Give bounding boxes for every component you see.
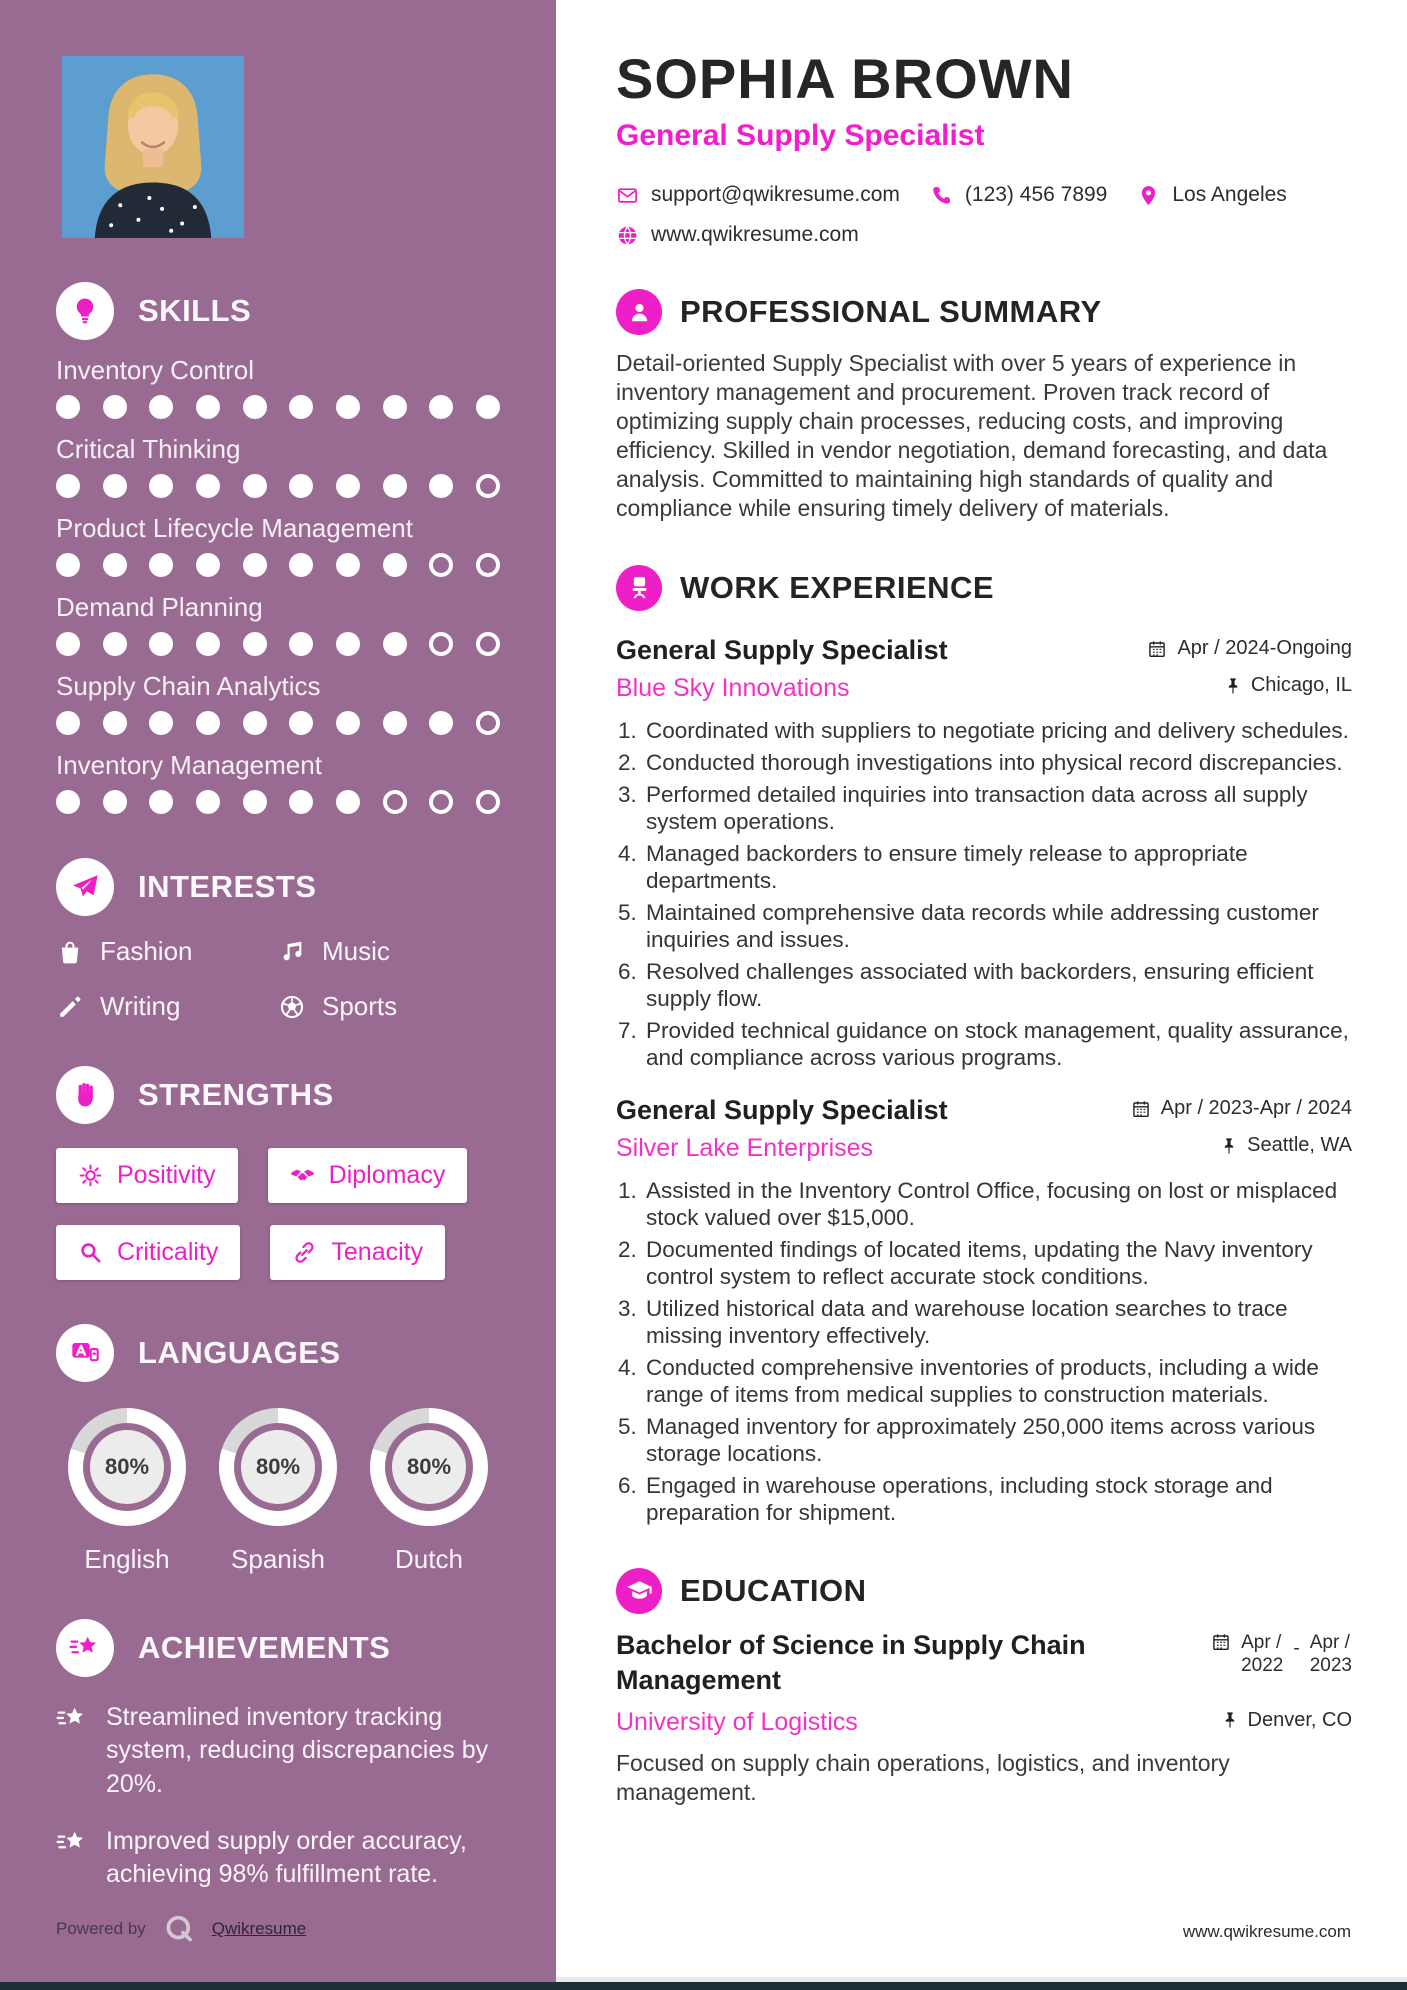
job-header bbox=[616, 635, 1352, 666]
job-subheader bbox=[616, 674, 1352, 703]
skill-label: Inventory Management bbox=[56, 750, 322, 780]
skill-dot bbox=[149, 790, 173, 814]
skill-dot bbox=[56, 632, 80, 656]
skill-dot bbox=[289, 395, 313, 419]
skill-dots bbox=[56, 553, 500, 577]
jobs-list bbox=[616, 635, 1352, 1526]
skill-label: Supply Chain Analytics bbox=[56, 671, 321, 701]
skill-dot bbox=[149, 711, 173, 735]
skill-dot bbox=[383, 711, 407, 735]
strengths-header bbox=[56, 1066, 500, 1124]
skill-item bbox=[56, 513, 500, 577]
skill-dot bbox=[196, 711, 220, 735]
skill-dot bbox=[383, 632, 407, 656]
calendar-icon bbox=[1147, 639, 1167, 659]
location-text: Los Angeles bbox=[1172, 183, 1287, 206]
strength-label: Tenacity bbox=[331, 1238, 424, 1266]
skill-dot bbox=[289, 632, 313, 656]
language-percent: 80% bbox=[104, 1454, 150, 1479]
education-header bbox=[616, 1568, 1352, 1614]
skill-dot bbox=[243, 553, 267, 577]
achievements-title: ACHIEVEMENTS bbox=[138, 1630, 391, 1665]
education-location-text: Denver, CO bbox=[1247, 1708, 1352, 1731]
profile-photo bbox=[62, 56, 244, 238]
skill-dot bbox=[243, 474, 267, 498]
achievements-list bbox=[56, 1701, 500, 1891]
strength-chip bbox=[56, 1148, 238, 1203]
skill-item bbox=[56, 750, 500, 814]
interest-item bbox=[56, 936, 278, 967]
skill-dot bbox=[336, 711, 360, 735]
phone-icon bbox=[930, 184, 953, 207]
soccer-ball-icon bbox=[278, 993, 306, 1021]
main-content bbox=[556, 0, 1407, 1990]
job-company: Silver Lake Enterprises bbox=[616, 1133, 874, 1162]
job-bullets bbox=[616, 717, 1352, 1071]
contact-row-primary bbox=[616, 183, 1352, 207]
strength-chip bbox=[268, 1148, 468, 1203]
skill-dot bbox=[336, 553, 360, 577]
sun-icon bbox=[78, 1163, 103, 1188]
skill-dot bbox=[429, 711, 453, 735]
skill-dot bbox=[243, 711, 267, 735]
interests-header bbox=[56, 858, 500, 916]
achievements-section bbox=[56, 1619, 500, 1891]
job-bullet: 5. Managed inventory for approximately 250,000 items across various storage locations. bbox=[643, 1413, 1352, 1467]
skill-dot bbox=[149, 474, 173, 498]
interest-label: Writing bbox=[100, 991, 181, 1021]
job-bullet: 1. Coordinated with suppliers to negotiate pricing and delivery schedules. bbox=[643, 717, 1352, 744]
skill-item bbox=[56, 434, 500, 498]
skills-title: SKILLS bbox=[138, 293, 252, 328]
education-date-separator: - bbox=[1293, 1637, 1300, 1659]
strength-label: Diplomacy bbox=[328, 1161, 446, 1189]
job-bullet: 4. Managed backorders to ensure timely release to appropriate departments. bbox=[643, 840, 1352, 894]
skill-dot bbox=[429, 632, 453, 656]
achievement-item bbox=[56, 1701, 500, 1801]
skill-dot bbox=[289, 474, 313, 498]
job-location bbox=[1219, 1134, 1352, 1157]
language-label: English bbox=[84, 1544, 170, 1574]
contact-phone bbox=[930, 183, 1107, 207]
donut-center bbox=[241, 1430, 315, 1504]
skill-dot bbox=[149, 553, 173, 577]
skill-dot bbox=[196, 474, 220, 498]
skill-dot bbox=[476, 632, 500, 656]
language-item bbox=[60, 1408, 194, 1575]
skill-dot bbox=[476, 711, 500, 735]
skills-list bbox=[56, 355, 500, 814]
job-bullet: 2. Documented findings of located items, updating the Navy inventory control system to reflect accurate stock conditions. bbox=[643, 1236, 1352, 1290]
magnifier-icon bbox=[78, 1240, 103, 1265]
interests-title: INTERESTS bbox=[138, 869, 317, 904]
qwikresume-logo-icon bbox=[162, 1912, 196, 1946]
powered-by-label: Powered by bbox=[56, 1919, 146, 1938]
skill-dot bbox=[103, 711, 127, 735]
skill-dot bbox=[56, 711, 80, 735]
translate-icon bbox=[56, 1324, 114, 1382]
interest-item bbox=[56, 991, 278, 1022]
skill-dot bbox=[103, 395, 127, 419]
interest-label: Fashion bbox=[100, 936, 193, 966]
skill-dot bbox=[289, 711, 313, 735]
skill-dot bbox=[476, 395, 500, 419]
skill-dots bbox=[56, 474, 500, 498]
language-donut bbox=[68, 1408, 186, 1526]
shopping-bag-icon bbox=[56, 938, 84, 966]
job-role: General Supply Specialist bbox=[616, 1094, 948, 1125]
education-subhead bbox=[616, 1708, 1352, 1737]
education-description: Focused on supply chain operations, logistics, and inventory management. bbox=[616, 1750, 1230, 1805]
donut-center bbox=[392, 1430, 466, 1504]
fist-icon bbox=[56, 1066, 114, 1124]
education-start-month: Apr / bbox=[1241, 1631, 1282, 1653]
job-bullet: 6. Engaged in warehouse operations, including stock storage and preparation for shipment. bbox=[643, 1472, 1352, 1526]
music-note-icon bbox=[278, 938, 306, 966]
education-end-year: 2023 bbox=[1309, 1654, 1352, 1676]
skill-label: Critical Thinking bbox=[56, 434, 241, 464]
skill-dot bbox=[243, 632, 267, 656]
job-dates bbox=[1131, 1097, 1352, 1120]
strengths-section bbox=[56, 1066, 500, 1280]
skill-dot bbox=[429, 395, 453, 419]
job-location-text: Seattle, WA bbox=[1247, 1134, 1352, 1157]
language-percent: 80% bbox=[406, 1454, 452, 1479]
skill-dot bbox=[336, 395, 360, 419]
skill-dot bbox=[103, 790, 127, 814]
skill-dot bbox=[196, 632, 220, 656]
skill-dot bbox=[56, 790, 80, 814]
education-start-year: 2022 bbox=[1241, 1654, 1284, 1676]
job-bullet: 1. Assisted in the Inventory Control Office, focusing on lost or misplaced stock valued over $15,000. bbox=[643, 1177, 1352, 1231]
skill-dot bbox=[56, 553, 80, 577]
job-location bbox=[1223, 674, 1352, 697]
skill-dot bbox=[383, 553, 407, 577]
bottom-bar bbox=[0, 1982, 1407, 1990]
skill-dot bbox=[383, 790, 407, 814]
sidebar bbox=[0, 0, 556, 1990]
pencil-icon bbox=[56, 993, 84, 1021]
job-entry bbox=[616, 635, 1352, 1071]
skill-dot bbox=[289, 553, 313, 577]
pushpin-icon bbox=[1223, 676, 1243, 696]
skill-dots bbox=[56, 395, 500, 419]
skill-dot bbox=[336, 632, 360, 656]
languages-section bbox=[56, 1324, 500, 1575]
job-company: Blue Sky Innovations bbox=[616, 673, 850, 702]
achievement-text: Improved supply order accuracy, achieving 98% fulfillment rate. bbox=[106, 1826, 467, 1888]
calendar-icon bbox=[1211, 1632, 1231, 1652]
language-label: Dutch bbox=[395, 1544, 463, 1574]
skill-dot bbox=[429, 474, 453, 498]
skill-dot bbox=[336, 474, 360, 498]
experience-title: WORK EXPERIENCE bbox=[680, 569, 995, 605]
education-end-month: Apr / bbox=[1309, 1631, 1350, 1653]
skill-dot bbox=[476, 790, 500, 814]
strengths-list bbox=[56, 1148, 500, 1280]
job-dates-text: Apr / 2024-Ongoing bbox=[1177, 637, 1352, 660]
skill-item bbox=[56, 355, 500, 419]
summary-title: PROFESSIONAL SUMMARY bbox=[680, 294, 1102, 329]
pushpin-icon bbox=[1219, 1136, 1239, 1156]
paper-plane-icon bbox=[56, 858, 114, 916]
skill-dot bbox=[103, 632, 127, 656]
skill-dot bbox=[243, 395, 267, 419]
skill-dot bbox=[383, 474, 407, 498]
lightbulb-icon bbox=[56, 282, 114, 340]
job-header bbox=[616, 1095, 1352, 1126]
interests-section bbox=[56, 858, 500, 1022]
phone-text: (123) 456 7899 bbox=[964, 183, 1108, 206]
education-location bbox=[1220, 1709, 1352, 1732]
skill-dot bbox=[56, 395, 80, 419]
website-text: www.qwikresume.com bbox=[651, 223, 859, 246]
achievement-text: Streamlined inventory tracking system, reducing discrepancies by 20%. bbox=[106, 1703, 489, 1798]
strength-label: Positivity bbox=[117, 1161, 216, 1189]
job-role: General Supply Specialist bbox=[616, 634, 948, 665]
language-percent: 80% bbox=[255, 1454, 301, 1479]
map-pin-icon bbox=[1137, 184, 1160, 207]
contact-row-secondary bbox=[616, 223, 1352, 247]
envelope-icon bbox=[616, 184, 639, 207]
skill-dot bbox=[103, 553, 127, 577]
skill-label: Inventory Control bbox=[56, 355, 254, 385]
graduation-cap-icon bbox=[616, 1568, 662, 1614]
skill-dot bbox=[149, 632, 173, 656]
skills-section bbox=[56, 282, 500, 814]
education-date-end bbox=[1310, 1632, 1352, 1678]
job-bullet: 3. Performed detailed inquiries into transaction data across all supply system operations. bbox=[643, 781, 1352, 835]
interest-label: Music bbox=[322, 936, 390, 966]
job-entry bbox=[616, 1095, 1352, 1526]
language-item bbox=[211, 1408, 345, 1575]
summary-text: Detail-oriented Supply Specialist with over 5 years of experience in inventory management and procurement. Proven track record of optimizing supply chain processes, reducing costs, and improving efficiency. Skilled in vendor negotiation, demand forecasting, and data analysis. Committed to maintaining high standards of quality and compliance while ensuring timely delivery of materials. bbox=[616, 350, 1328, 521]
shooting-star-icon bbox=[56, 1827, 88, 1859]
skill-dot bbox=[429, 790, 453, 814]
language-label: Spanish bbox=[231, 1544, 325, 1574]
page-footer-website[interactable]: www.qwikresume.com bbox=[1182, 1922, 1351, 1941]
handshake-icon bbox=[290, 1163, 315, 1188]
interests-list bbox=[56, 936, 500, 1022]
job-dates-text: Apr / 2023-Apr / 2024 bbox=[1160, 1097, 1352, 1120]
skill-dot bbox=[243, 790, 267, 814]
job-location-text: Chicago, IL bbox=[1250, 674, 1352, 697]
summary-header bbox=[616, 289, 1352, 335]
donut-center bbox=[90, 1430, 164, 1504]
chain-link-icon bbox=[292, 1240, 317, 1265]
skill-dots bbox=[56, 711, 500, 735]
strengths-title: STRENGTHS bbox=[138, 1077, 334, 1112]
degree-title: Bachelor of Science in Supply Chain Management bbox=[616, 1629, 1086, 1695]
calendar-icon bbox=[1131, 1099, 1151, 1119]
job-bullet: 2. Conducted thorough investigations into physical record discrepancies. bbox=[643, 749, 1352, 776]
job-subheader bbox=[616, 1134, 1352, 1163]
skill-label: Demand Planning bbox=[56, 592, 263, 622]
education-dates bbox=[1211, 1632, 1352, 1698]
contact-location bbox=[1137, 183, 1286, 207]
skill-dot bbox=[336, 790, 360, 814]
strength-chip bbox=[270, 1225, 445, 1280]
strength-chip bbox=[56, 1225, 240, 1280]
job-bullet: 6. Resolved challenges associated with backorders, ensuring efficient supply flow. bbox=[643, 958, 1352, 1012]
globe-icon bbox=[616, 224, 639, 247]
skill-dot bbox=[103, 474, 127, 498]
skill-dot bbox=[149, 395, 173, 419]
skill-item bbox=[56, 592, 500, 656]
pushpin-icon bbox=[1220, 1710, 1240, 1730]
shooting-star-icon bbox=[56, 1703, 88, 1735]
job-dates bbox=[1147, 637, 1352, 660]
job-bullet: 3. Utilized historical data and warehouse location searches to trace missing inventory effectively. bbox=[643, 1295, 1352, 1349]
languages-list bbox=[56, 1408, 500, 1575]
language-item bbox=[362, 1408, 496, 1575]
skill-dot bbox=[429, 553, 453, 577]
skill-label: Product Lifecycle Management bbox=[56, 513, 413, 543]
skill-item bbox=[56, 671, 500, 735]
skill-dot bbox=[289, 790, 313, 814]
experience-header bbox=[616, 565, 1352, 611]
language-donut bbox=[219, 1408, 337, 1526]
contact-email[interactable] bbox=[616, 183, 900, 207]
skill-dot bbox=[196, 395, 220, 419]
candidate-title: General Supply Specialist bbox=[616, 119, 985, 152]
job-bullet: 7. Provided technical guidance on stock management, quality assurance, and compliance across various programs. bbox=[643, 1017, 1352, 1071]
education-title: EDUCATION bbox=[680, 1572, 867, 1608]
education-date-start bbox=[1241, 1632, 1283, 1678]
achievements-header bbox=[56, 1619, 500, 1677]
interest-item bbox=[278, 991, 500, 1022]
skill-dots bbox=[56, 632, 500, 656]
education-head bbox=[616, 1628, 1352, 1698]
skill-dot bbox=[383, 395, 407, 419]
job-bullets bbox=[616, 1177, 1352, 1526]
candidate-name: SOPHIA BROWN bbox=[616, 47, 1074, 110]
skill-dot bbox=[476, 553, 500, 577]
languages-title: LANGUAGES bbox=[138, 1335, 341, 1370]
email-text: support@qwikresume.com bbox=[651, 183, 900, 206]
strength-label: Criticality bbox=[117, 1238, 219, 1266]
language-donut bbox=[370, 1408, 488, 1526]
person-icon bbox=[616, 289, 662, 335]
job-bullet: 5. Maintained comprehensive data records while addressing customer inquiries and issues. bbox=[643, 899, 1352, 953]
school-name: University of Logistics bbox=[616, 1708, 858, 1736]
interest-item bbox=[278, 936, 500, 967]
contact-website[interactable] bbox=[616, 223, 859, 247]
office-chair-icon bbox=[616, 565, 662, 611]
languages-header bbox=[56, 1324, 500, 1382]
sidebar-footer bbox=[56, 1912, 306, 1946]
skill-dot bbox=[56, 474, 80, 498]
job-bullet: 4. Conducted comprehensive inventories of products, including a wide range of items from medical supplies to construction materials. bbox=[643, 1354, 1352, 1408]
skill-dot bbox=[196, 790, 220, 814]
skills-header bbox=[56, 282, 500, 340]
qwikresume-link[interactable]: Qwikresume bbox=[211, 1919, 307, 1938]
interest-label: Sports bbox=[322, 991, 398, 1021]
shooting-star-icon bbox=[56, 1619, 114, 1677]
profile-photo-illustration bbox=[62, 56, 244, 238]
skill-dot bbox=[196, 553, 220, 577]
skill-dots bbox=[56, 790, 500, 814]
skill-dot bbox=[476, 474, 500, 498]
achievement-item bbox=[56, 1825, 500, 1892]
